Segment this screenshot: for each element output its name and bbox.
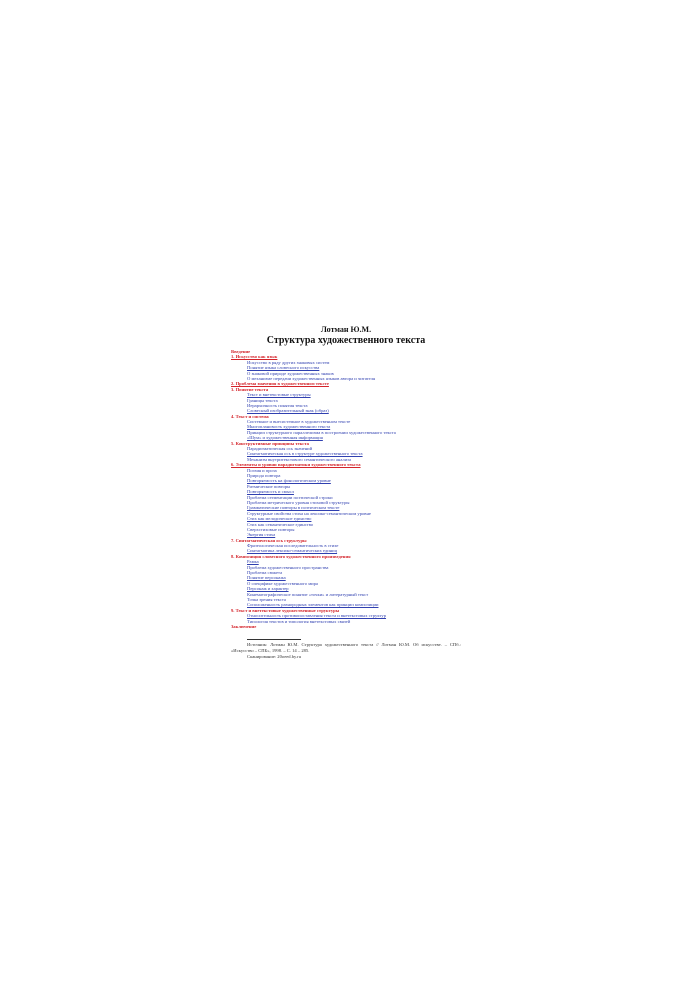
toc-item-link[interactable]: Ритмические повторы: [247, 483, 291, 489]
toc-item-link[interactable]: Рамка: [247, 559, 259, 565]
toc-section-link[interactable]: 1. Искусство как язык: [231, 354, 278, 360]
author-name: Лотман Ю.М.: [320, 325, 372, 334]
toc-item-link[interactable]: Персонаж и характер: [247, 586, 289, 592]
toc-item-link[interactable]: Типология текстов и типология внетекстовых связей: [247, 618, 351, 624]
toc-section-link[interactable]: 7. Синтагматическая ось структуры: [231, 537, 307, 543]
toc-item-link[interactable]: Принцип структурного параллелизма в построении художественного текста: [247, 429, 396, 435]
toc-item-link[interactable]: Синтагматическая ось в структуре художественного текста: [247, 451, 363, 457]
toc-item-link[interactable]: Синтагматика лексико-семантических единиц: [247, 548, 338, 554]
toc-item-link[interactable]: Структурные свойства стиха на лексико-семантическом уровне: [247, 510, 371, 516]
toc-section-link[interactable]: 5. Конструктивные принципы текста: [231, 440, 309, 446]
toc-item-link[interactable]: Проблема сегментации поэтической строки: [247, 494, 333, 500]
toc-item-link[interactable]: Многоплановость художественного текста: [247, 424, 331, 430]
document-title: Структура художественного текста: [266, 335, 426, 346]
toc-item-link[interactable]: Понятие языка словесного искусства: [247, 365, 320, 371]
toc-item-link[interactable]: Искусство в ряду других знаковых систем: [247, 359, 330, 365]
toc-section-link[interactable]: 9. Текст и внетекстовые художественные структуры: [231, 607, 340, 613]
footnote-divider: [247, 639, 301, 640]
toc-section-link[interactable]: Заключение: [231, 623, 257, 629]
toc-item-link[interactable]: Словесный изобразительный знак (образ): [247, 408, 329, 414]
toc-item-link[interactable]: Поэзия и проза: [247, 467, 277, 473]
toc-item-link[interactable]: Точка зрения текста: [247, 596, 286, 602]
toc-item-link[interactable]: Природа повтора: [247, 472, 281, 478]
toc-item-link[interactable]: Текст и внетекстовые структуры: [247, 392, 311, 398]
toc-item-link[interactable]: «Шум» и художественная информация: [247, 435, 323, 441]
toc-item-link[interactable]: Сверхстиховые повторы: [247, 526, 295, 532]
toc-item-link[interactable]: Проблема художественного пространства: [247, 564, 329, 570]
toc-item-link[interactable]: О специфике художественного мира: [247, 580, 318, 586]
toc-item-link[interactable]: О механизме передачи художественных языков автора и читателя: [247, 375, 376, 381]
toc-item-link[interactable]: Границы текста: [247, 397, 278, 403]
toc-item-link[interactable]: Иерархичность понятия текста: [247, 402, 308, 408]
toc-item-link[interactable]: О знаковой природе художественных знаков: [247, 370, 334, 376]
toc-item-link[interactable]: Энергия стиха: [247, 532, 276, 538]
toc-item-link[interactable]: Системное и внесистемное в художественном тексте: [247, 419, 351, 425]
toc-item-link[interactable]: Механизм внутритекстового семантического анализа: [247, 456, 352, 462]
toc-item-link[interactable]: Стих как семантическое единство: [247, 521, 314, 527]
toc-item-link[interactable]: Соположенность разнородных элементов как принцип композиции: [247, 602, 379, 608]
toc-item-link[interactable]: Кинематографическое понятие «точки» и литературный текст: [247, 591, 369, 597]
document-page: [231, 325, 461, 659]
toc-section-link[interactable]: 3. Понятие текста: [231, 386, 269, 392]
footnote-source: Источник: Лотман Ю.М. Структура художественного текста // Лотман Ю.М. Об искусстве. – СПб.: «Искусство – СПБ», 1998. – С. 14 – 285.: [231, 642, 461, 653]
toc-item-link[interactable]: Относительность противопоставления текста и внетекстовых структур: [247, 613, 387, 619]
footnote-scan: Сканирование: 20oeed.by.ru: [247, 653, 301, 659]
toc-section-link[interactable]: 8. Композиция словесного художественного произведения: [231, 553, 351, 559]
toc-item-link[interactable]: Парадигматическая ось значений: [247, 446, 313, 452]
toc-section-link[interactable]: 4. Текст и система: [231, 413, 269, 419]
toc-section-link[interactable]: 2. Проблема значения в художественном тексте: [231, 381, 329, 387]
toc-item-link[interactable]: Понятие персонажа: [247, 575, 286, 581]
toc-item-link[interactable]: Повторяемость на фонологическом уровне: [247, 478, 331, 484]
table-of-contents: [231, 349, 461, 629]
toc-item-link[interactable]: Повторяемость и смысл: [247, 489, 294, 495]
toc-item-link[interactable]: Проблема сюжета: [247, 570, 283, 576]
toc-section-link[interactable]: Введение: [231, 349, 251, 354]
toc-item-link[interactable]: Грамматические повторы в поэтическом тексте: [247, 505, 340, 511]
toc-section-link[interactable]: 6. Элементы и уровни парадигматики художественного текста: [231, 462, 361, 468]
toc-item-link[interactable]: Проблема метрического уровня стиховой структуры: [247, 499, 350, 505]
toc-item-link[interactable]: Стих как мелодическое единство: [247, 516, 312, 522]
toc-item-link[interactable]: Фразеологическая последовательность в стихе: [247, 543, 339, 549]
